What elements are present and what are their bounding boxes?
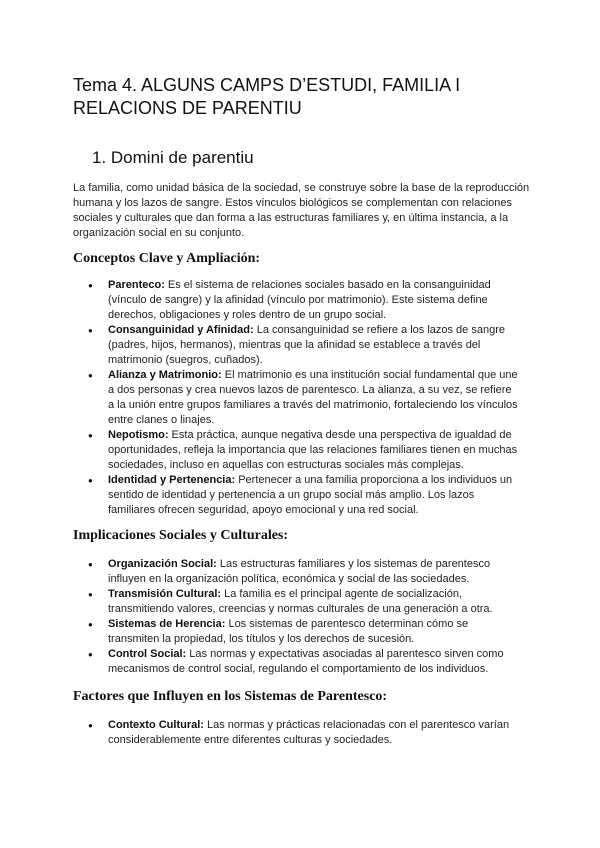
item-term: Transmisión Cultural: [108, 588, 222, 600]
item-text: Esta práctica, aunque negativa desde una perspectiva de igualdad de oportunidades, refleja la importancia que las relaciones familiares tienen en muchas sociedades, incluso en aquellas con estructuras sociales más complejas. [108, 429, 518, 471]
list-item [0, 428, 518, 473]
section-heading: 1. Domini de parentiu [92, 148, 254, 167]
item-text: La consanguinidad se refiere a los lazos de sangre (padres, hijos, hermanos), mientras que la afinidad se establece a través del matrimonio (suegros, cuñados). [108, 324, 505, 366]
list-item [0, 278, 518, 323]
list-item [0, 647, 518, 677]
item-text: Las normas y expectativas asociadas al parentesco sirven como mecanismos de control social, regulando el comportamiento de los individuos. [108, 648, 504, 675]
item-term: Consanguinidad y Afinidad: [108, 324, 254, 336]
conceptos-list [0, 278, 518, 518]
list-item [0, 323, 518, 368]
list-item [0, 587, 518, 617]
item-term: Alianza y Matrimonio: [108, 369, 222, 381]
item-term: Parenteco: [108, 279, 165, 291]
factores-list [0, 718, 518, 748]
item-text: Pertenecer a una familia proporciona a los individuos un sentido de identidad y pertenencia a un grupo social más amplio. Los lazos familiares ofrecen seguridad, apoyo emocional y una red social. [108, 474, 513, 516]
item-text: Es el sistema de relaciones sociales basado en la consanguinidad (vínculo de sangre) y la afinidad (vínculo por matrimonio). Este sistema define derechos, obligaciones y roles dentro de un grupo social. [108, 279, 491, 321]
item-term: Nepotismo: [108, 429, 169, 441]
item-text: Las normas y prácticas relacionadas con el parentesco varían considerablemente entre diferentes culturas y sociedades. [108, 719, 510, 746]
item-term: Contexto Cultural: [108, 719, 204, 731]
implicaciones-list [0, 557, 518, 677]
item-term: Sistemas de Herencia: [108, 618, 226, 630]
list-item [0, 473, 518, 518]
item-term: Organización Social: [108, 558, 217, 570]
intro-paragraph: La familia, como unidad básica de la sociedad, se construye sobre la base de la reproducción humana y los lazos de sangre. Estos vínculos biológicos se complementan con relaciones sociales y culturales que dan forma a las estructuras familiares y, en última instancia, a la organización social en su conjunto. [73, 182, 530, 239]
item-text: Los sistemas de parentesco determinan cómo se transmiten la propiedad, los títulos y los derechos de sucesión. [108, 618, 469, 645]
list-item [0, 718, 518, 748]
item-term: Control Social: [108, 648, 187, 660]
conceptos-heading: Conceptos Clave y Ampliación: [73, 251, 261, 266]
document-title: Tema 4. ALGUNS CAMPS D’ESTUDI, FAMILIA I RELACIONS DE PARENTIU [73, 75, 461, 118]
list-item [0, 368, 518, 428]
item-text: El matrimonio es una institución social fundamental que une a dos personas y crea nuevos lazos de parentesco. La alianza, a su vez, se refiere a la unión entre grupos familiares a través del matrimonio, fortaleciendo los vínculos entre clanes o linajes. [108, 369, 518, 426]
list-item [0, 617, 518, 647]
factores-heading: Factores que Influyen en los Sistemas de Parentesco: [73, 689, 388, 704]
item-text: Las estructuras familiares y los sistemas de parentesco influyen en la organización política, económica y social de las sociedades. [108, 558, 491, 585]
list-item [0, 557, 518, 587]
item-term: Identidad y Pertenencia: [108, 474, 236, 486]
implicaciones-heading: Implicaciones Sociales y Culturales: [73, 528, 289, 543]
item-text: La familia es el principal agente de socialización, transmitiendo valores, creencias y normas culturales de una generación a otra. [108, 588, 493, 615]
